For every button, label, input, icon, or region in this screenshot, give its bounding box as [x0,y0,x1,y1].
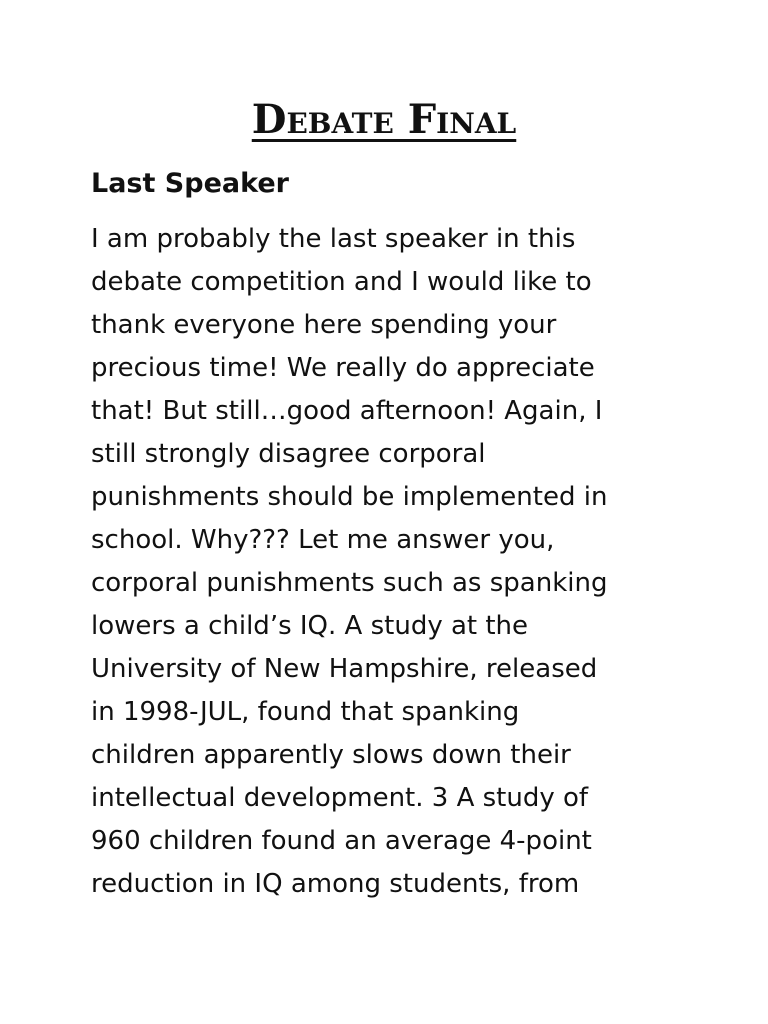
body-line: punishments should be implemented in [91,482,608,512]
body-line: I am probably the last speaker in this [91,224,576,254]
body-line: precious time! We really do appreciate [91,353,595,383]
body-line: still strongly disagree corporal [91,439,486,469]
body-line: children apparently slows down their [91,740,571,770]
body-line: corporal punishments such as spanking [91,568,608,598]
document-title: Debate Final [251,96,517,143]
body-line: that! But still…good afternoon! Again, I [91,396,603,426]
body-paragraph [91,218,691,906]
body-line: 960 children found an average 4-point [91,826,592,856]
body-line: debate competition and I would like to [91,267,592,297]
body-line: University of New Hampshire, released [91,654,598,684]
section-heading: Last Speaker [91,168,289,199]
body-line: school. Why??? Let me answer you, [91,525,555,555]
body-line: lowers a child’s IQ. A study at the [91,611,529,641]
body-line: reduction in IQ among students, from [91,869,580,899]
body-line: intellectual development. 3 A study of [91,783,589,813]
body-line: in 1998-JUL, found that spanking [91,697,520,727]
body-line: thank everyone here spending your [91,310,557,340]
